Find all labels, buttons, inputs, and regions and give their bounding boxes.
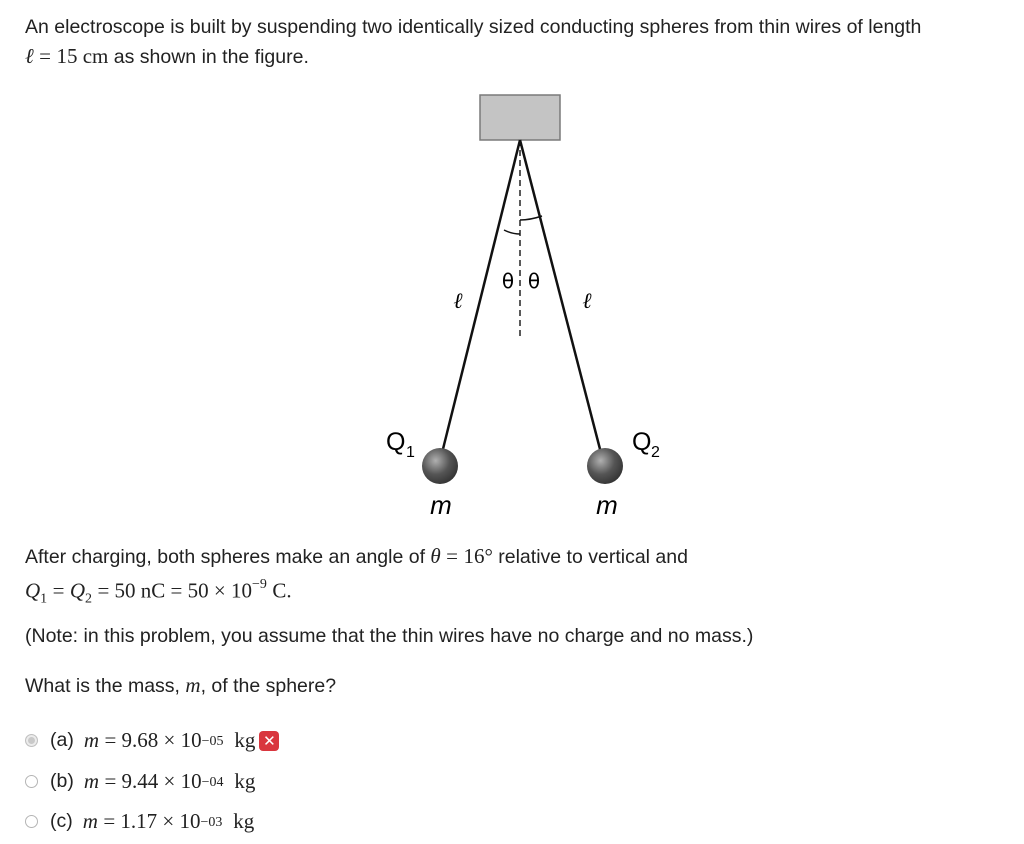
length-right-label: ℓ — [582, 289, 592, 314]
question-text — [25, 671, 336, 701]
intro-line2-rest: as shown in the figure. — [113, 46, 309, 68]
right-sphere — [587, 448, 623, 484]
radio-button-a[interactable] — [25, 734, 38, 747]
option-unit: kg — [234, 768, 256, 793]
question-var: m — [185, 673, 201, 697]
q2-subscript: 2 — [85, 591, 93, 607]
question-prefix: What is the mass, — [25, 675, 180, 697]
right-angle-arc — [520, 216, 542, 220]
charge-q2-subscript: 2 — [651, 444, 660, 461]
option-value: = 9.68 × 10 — [104, 727, 202, 752]
radio-button-c[interactable] — [25, 815, 38, 828]
intro-text — [25, 13, 1015, 72]
equals-sign: = — [52, 578, 65, 603]
left-angle-arc — [504, 230, 520, 234]
option-value: = 1.17 × 10 — [103, 808, 201, 833]
length-symbol: ℓ — [25, 44, 34, 68]
q1-subscript: 1 — [40, 591, 48, 607]
option-math — [84, 769, 256, 794]
charging-prefix: After charging, both spheres make an angle of — [25, 546, 425, 568]
electroscope-figure — [360, 88, 680, 528]
option-var: m — [82, 808, 98, 833]
left-sphere — [422, 448, 458, 484]
option-unit: kg — [233, 808, 255, 833]
equals-sign: = — [446, 544, 459, 568]
theta-right-label: θ — [527, 269, 541, 293]
charge-unit: C. — [272, 578, 292, 603]
charge-exponent: −9 — [252, 577, 267, 592]
charge-q1-subscript: 1 — [406, 444, 415, 461]
option-math — [83, 809, 255, 834]
note-text: (Note: in this problem, you assume that the thin wires have no charge and no mass.) — [25, 625, 754, 647]
mass-right-label: m — [596, 490, 618, 520]
option-label: (a) — [50, 728, 74, 751]
answer-option-c[interactable] — [25, 805, 254, 837]
q2-symbol: Q — [69, 578, 86, 603]
theta-left-label: θ — [501, 269, 515, 293]
answer-option-a[interactable] — [25, 724, 279, 756]
intro-line1: An electroscope is built by suspending two identically sized conducting spheres from thin wires of length — [25, 16, 922, 38]
charge-value: = 50 nC = 50 × 10 — [97, 578, 252, 603]
charging-suffix: relative to vertical and — [498, 546, 688, 568]
question-suffix: , of the sphere? — [200, 675, 337, 697]
option-exponent: −04 — [201, 774, 224, 790]
charge-q1-letter: Q — [386, 428, 406, 456]
length-left-label: ℓ — [453, 289, 463, 314]
support-block — [480, 95, 560, 140]
option-unit: kg — [234, 727, 256, 752]
length-value: 15 cm — [56, 44, 109, 68]
radio-button-b[interactable] — [25, 775, 38, 788]
option-exponent: −05 — [201, 733, 224, 749]
angle-value: 16° — [463, 544, 493, 568]
option-var: m — [83, 727, 100, 752]
incorrect-icon: ✕ — [259, 731, 279, 751]
option-label: (b) — [50, 769, 74, 792]
q1-symbol: Q — [25, 578, 41, 603]
equals-sign: = — [39, 44, 52, 68]
mass-left-label: m — [430, 490, 452, 520]
charging-text — [25, 542, 1015, 613]
answer-option-b[interactable] — [25, 765, 255, 797]
theta-symbol: θ — [430, 544, 441, 568]
option-exponent: −03 — [200, 814, 223, 830]
option-var: m — [83, 768, 100, 793]
option-label: (c) — [50, 809, 73, 832]
charge-q2-letter: Q — [632, 428, 652, 456]
option-value: = 9.44 × 10 — [104, 768, 202, 793]
option-math — [84, 728, 256, 753]
